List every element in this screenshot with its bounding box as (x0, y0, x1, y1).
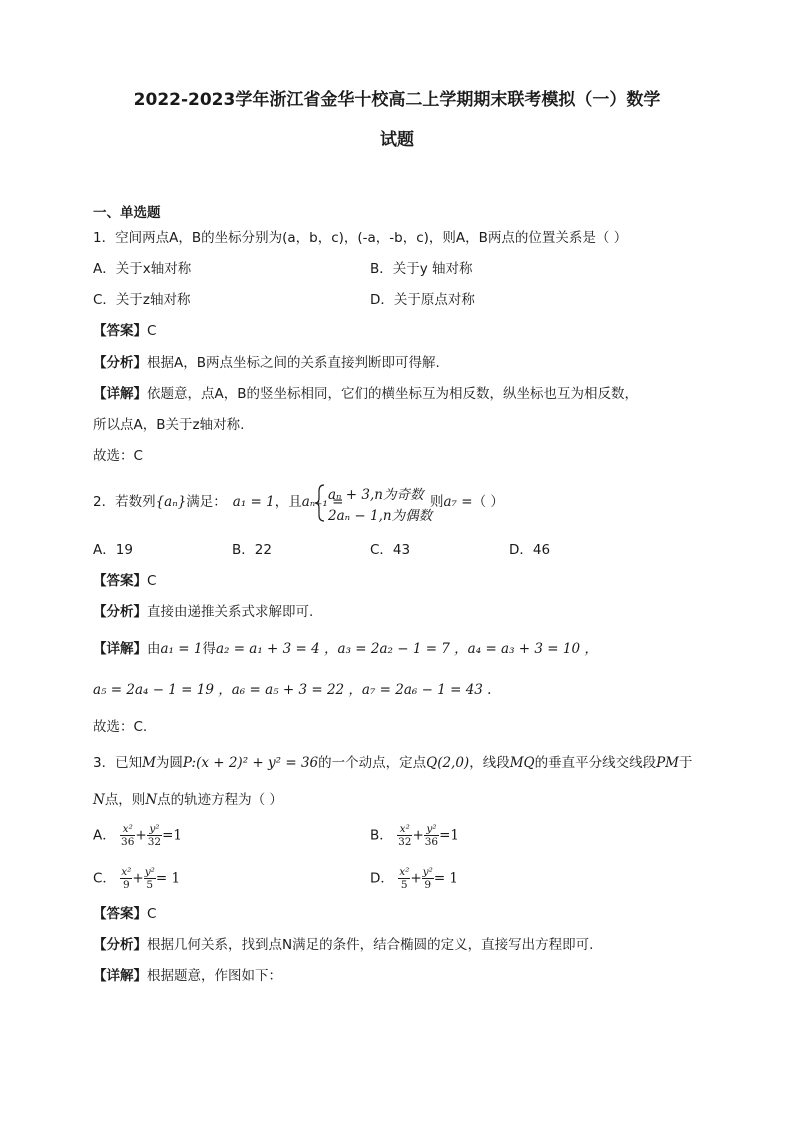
q1-answer (93, 321, 156, 341)
fraction-numerator: x² (397, 823, 412, 836)
equation-rhs: = 1 (155, 870, 181, 887)
q1-option-b: B．关于y 轴对称 (370, 261, 473, 277)
q2-answer (93, 571, 156, 591)
fraction (397, 823, 412, 848)
analysis-text: 根据几何关系，找到点N满足的条件，结合椭圆的定义，直接写出方程即可. (147, 937, 594, 953)
analysis-text: 直接由递推关系式求解即可. (147, 604, 314, 620)
fraction-denominator: 9 (424, 879, 432, 891)
answer-value: C (147, 323, 157, 339)
fraction-denominator: 9 (122, 879, 130, 891)
q2-conclusion: 故选：C. (93, 719, 148, 735)
equation-rhs: =1 (162, 827, 183, 844)
q2-sequence: {aₙ} (155, 494, 187, 510)
answer-value: C (147, 906, 157, 922)
fraction-numerator: x² (399, 866, 410, 878)
q3-stem-part: 点，则 (104, 792, 146, 808)
analysis-text: 根据A，B两点坐标之间的关系直接判断即可得解. (147, 355, 440, 371)
q2-stem-part: ，且 (274, 494, 302, 510)
fraction-denominator: 5 (400, 879, 408, 891)
fraction (120, 866, 132, 891)
fraction-numerator: y² (424, 823, 439, 836)
q3-segment-pm: PM (656, 755, 680, 771)
fraction (422, 866, 434, 891)
q3-option-d: D． $\frac{\text{x²}}{5}$ + $\frac{\text{y²}}{9}$ = 1 (370, 866, 459, 891)
fraction-numerator: y² (144, 866, 155, 878)
option-label: D． (370, 870, 394, 887)
q3-point-m: M (142, 755, 156, 771)
q2-case-odd: aₙ + 3,n为奇数 (328, 487, 424, 503)
q3-stem-part: 的垂直平分线交线段 (534, 755, 657, 771)
q2-stem-part: 则 (430, 494, 444, 510)
q2-target: a₇ = (443, 494, 473, 510)
q3-circle: P:(x + 2)² + y² = 36 (182, 755, 319, 771)
q2-option-d: D．46 (509, 542, 551, 558)
q2-detail-line2: a₅ = 2a₄ − 1 = 19 ，a₆ = a₅ + 3 = 22 ，a₇ = 2a₆ − 1 = 43 . (93, 682, 492, 698)
q2-stem-part: 满足： (186, 494, 227, 510)
q3-stem-line2 (93, 790, 283, 810)
option-label: C． (93, 870, 116, 887)
q1-option-c: C．关于z轴对称 (93, 292, 191, 308)
fraction-numerator: y² (147, 823, 162, 836)
q3-detail (93, 966, 282, 986)
brace-icon (314, 483, 326, 523)
analysis-tag: 【分析】 (93, 355, 147, 371)
equation-rhs: =1 (439, 827, 460, 844)
detail-text: 得 (202, 641, 216, 657)
q2-stem-tail (430, 492, 504, 512)
fraction-denominator: 5 (146, 879, 154, 891)
q1-detail-line2: 所以点A，B关于z轴对称. (93, 417, 245, 433)
q2-stem-part: 2．若数列 (93, 494, 156, 510)
q2-option-b: B．22 (232, 542, 272, 558)
document-title-line2: 试题 (380, 130, 414, 150)
analysis-tag: 【分析】 (93, 937, 147, 953)
option-label: B． (370, 827, 393, 844)
fraction-denominator: 32 (147, 836, 162, 848)
fraction-denominator: 36 (121, 836, 135, 848)
answer-tag: 【答案】 (93, 323, 147, 339)
q2-detail-line1 (93, 639, 598, 659)
q2-initial: a₁ = 1 (232, 494, 275, 510)
q2-option-a: A．19 (93, 542, 133, 558)
fraction-numerator: x² (120, 823, 135, 836)
q3-segment-mq: MQ (509, 755, 535, 771)
fraction-denominator: 36 (424, 836, 439, 848)
q3-point-q: Q(2,0) (426, 755, 470, 771)
q3-option-a: A． $\frac{\text{x²}}{36}$ + $\frac{\text{y²}}{32}$ =1 (93, 823, 183, 848)
q3-option-b: B． $\frac{\text{x²}}{32}$ + $\frac{\text{y²}}{36}$ =1 (370, 823, 460, 848)
answer-tag: 【答案】 (93, 573, 147, 589)
q1-detail-line1 (93, 384, 638, 404)
q3-stem-part: ，线段 (469, 755, 510, 771)
q3-stem-line1 (93, 753, 693, 773)
detail-text: 由 (147, 641, 161, 657)
q2-stem-part: （ ） (472, 494, 504, 510)
q3-point-n: N (145, 792, 158, 808)
section-heading: 一、单选题 (93, 205, 161, 221)
q2-recurrence-lhs: aₙ₊₁ = (301, 494, 344, 510)
q2-stem (93, 492, 343, 512)
detail-text: 根据题意，作图如下： (147, 968, 282, 984)
q2-piecewise (312, 483, 432, 523)
q3-stem-part: 于 (679, 755, 693, 771)
fraction (398, 866, 410, 891)
q2-case-even: 2aₙ − 1,n为偶数 (328, 508, 433, 524)
fraction (424, 823, 439, 848)
fraction-denominator: 32 (398, 836, 412, 848)
document-title-line1: 2022-2023学年浙江省金华十校高二上学期期末联考模拟（一）数学 (133, 90, 661, 110)
q3-point-n: N (93, 792, 105, 808)
fraction (144, 866, 156, 891)
q3-answer (93, 904, 156, 924)
q3-stem-part: 的一个动点，定点 (318, 755, 427, 771)
q3-option-c: C． $\frac{\text{x²}}{9}$ + $\frac{\text{y²}}{5}$ = 1 (93, 866, 181, 891)
fraction (147, 823, 162, 848)
q1-analysis (93, 353, 440, 373)
q2-option-c: C．43 (370, 542, 411, 558)
q3-stem-part: 3．已知 (93, 755, 143, 771)
detail-math: a₂ = a₁ + 3 = 4 ，a₃ = 2a₂ − 1 = 7 ，a₄ = a₃ + 3 = 10 ， (215, 641, 598, 657)
q2-analysis (93, 602, 313, 622)
fraction-numerator: x² (121, 866, 132, 878)
q3-stem-part: 点的轨迹方程为（ ） (157, 792, 283, 808)
detail-tag: 【详解】 (93, 386, 147, 402)
q1-option-a: A．关于x轴对称 (93, 261, 192, 277)
fraction (120, 823, 135, 848)
detail-math: a₁ = 1 (160, 641, 203, 657)
detail-tag: 【详解】 (93, 641, 147, 657)
answer-tag: 【答案】 (93, 906, 147, 922)
analysis-tag: 【分析】 (93, 604, 147, 620)
option-label: A． (93, 827, 116, 844)
q3-analysis (93, 935, 593, 955)
detail-text: 依题意，点A，B的竖坐标相同，它们的横坐标互为相反数，纵坐标也互为相反数， (147, 386, 638, 402)
detail-tag: 【详解】 (93, 968, 147, 984)
q1-conclusion: 故选：C (93, 448, 143, 464)
q1-option-d: D．关于原点对称 (370, 292, 475, 308)
answer-value: C (147, 573, 157, 589)
q3-stem-part: 为圆 (155, 755, 183, 771)
q1-stem: 1．空间两点A，B的坐标分别为(a，b，c)，(-a，-b，c)，则A，B两点的位置关系是（ ） (93, 230, 628, 246)
fraction-numerator: y² (422, 866, 433, 878)
equation-rhs: = 1 (433, 870, 459, 887)
